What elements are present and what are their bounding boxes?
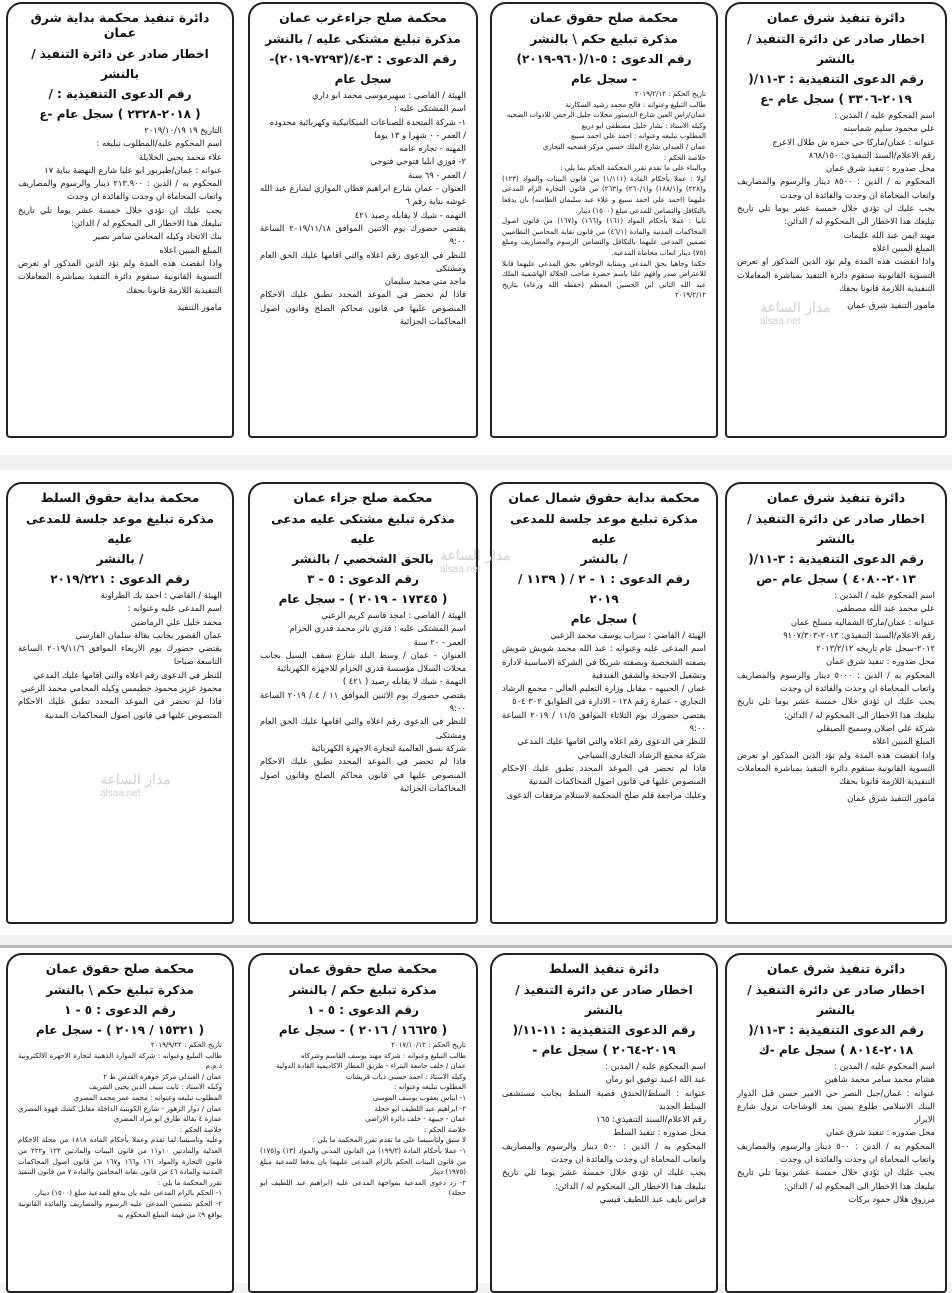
notice-headline: رقم الدعوى : ٣-٤/(٧٢٩٣-٢٠١٩)- xyxy=(269,52,457,66)
watermark-text: مدار الساعة xyxy=(440,548,511,564)
notice-line: رقم الاعلام/السند التنفيذي: ٨٦٨/١٥٠ xyxy=(808,149,935,160)
notice-line: تاريخ الحكم : ٢٠١٩/٢/١٢ xyxy=(634,90,706,98)
notice-line: للنظر في الدعوى رقم اعلاه والتي اقامها عليك المدعي xyxy=(517,736,706,747)
notice-line: يجب عليك ان تؤدي خلال خمسة عشر يوما تلي تاريخ تبليغك هذا الاخطار الى المحكوم له / الدائن: xyxy=(502,1167,706,1191)
notice-line: مرزوق هلال حمود بركات xyxy=(848,1193,935,1204)
notice-line: عنوانه : عمان/جبل النصر حي الامير حسن قبل الدوار البنك الاسلامي طلوع يمين بعد الوشاحات نزول شارع الابرار xyxy=(737,1087,935,1125)
watermark-text: مدار الساعة xyxy=(100,772,171,788)
notice-line: لا سبق ولتاسيسا على ما تقدم تقرر المحكمة ما يلي : xyxy=(312,1136,466,1145)
notice-line: التهمة - شيك لا يقابله رصيد ( ٤٢١ ) xyxy=(342,676,466,687)
notice-line: فاذا لم تحضر في الموعد المحدد تطبق عليك الاحكام المنصوص عليها في قانون اصول المحاكمات المدنية xyxy=(502,762,706,787)
notice-line: اسم المشتكى عليه : قدري ناثر محمد قدري الحزام xyxy=(289,623,466,634)
watermark-url: alsaa.net xyxy=(760,316,801,327)
court-title: دائرة تنفيذ شرق عمان xyxy=(766,961,906,976)
notice-signature: مامور التنفيذ شرق عمان xyxy=(847,301,935,312)
notice-line: يجب عليك ان تؤدي خلال خمسة عشر يوما تلي تاريخ تبليغك هذا الاخطار الى المحكوم له / الدائن: xyxy=(18,204,222,229)
notice-line: يقتضي حضورك يوم الاثنين الموافق ١١ / ٤ / ٢٠١٩ الساعة ٩:٠٠ xyxy=(260,689,466,714)
notice-headline: بالحق الشخصي / بالنشر xyxy=(292,552,434,566)
notice-line: / العمر - ٠ شهرا و ١٣ يوما xyxy=(374,129,466,140)
notice-box xyxy=(6,953,234,1293)
notice-line: وعليك مراجعة قلم صلح المحكمة لاستلام مرفقات الدعوى xyxy=(506,789,706,800)
notice-line: عمان / الجبيهه - مقابل وزارة التعليم العالي - مجمع الرشاد التجاري - عمارة رقم ١٢٨ - الادارة في الطوابق ٣٠٢ ٥٠٤ xyxy=(502,683,706,707)
notice-headline: - سجل عام xyxy=(571,72,637,86)
notice-box xyxy=(248,482,478,924)
notice-line: وكيله الاستاذ : بشار خليل مصطفى ابو دريع xyxy=(581,121,706,130)
notice-headline: مذكرة تبليغ مشتكى عليه / بالنشر xyxy=(265,32,461,46)
notice-line: فاذا لم تحضر في الموعد المحدد تطبق عليك الاحكام المنصوص عليها في قانون محاكم الصلح وقانون اصول المحاكمات الجزائية xyxy=(260,756,466,793)
notice-body xyxy=(260,1040,466,1199)
court-title: دائرة تنفيذ شرق عمان xyxy=(766,10,906,25)
notice-line: المطلوب تبليغه وعنوانه : xyxy=(394,1083,466,1092)
court-title: محكمة صلح جزاءغرب عمان xyxy=(279,10,447,25)
notice-line: ماجد متي مجيد سليمان xyxy=(384,276,466,287)
notice-line: اسم المحكوم عليه / المدين : xyxy=(834,110,935,120)
notice-line: الهيئة / القاضي : سراب يوسف محمد الزعبي xyxy=(550,630,706,640)
notice-headline: ( ١٧٣٤٥ - ٢٠١٩ ) - سجل عام xyxy=(278,592,448,606)
court-title: دائرة تنفيذ السلط xyxy=(548,961,660,976)
notice-line: خلاصة الحكم : xyxy=(423,1125,466,1134)
notice-headline: اخطار صادر عن دائرة التنفيذ / بالنشر xyxy=(747,983,925,1017)
notice-line: يقتضي حضورك يوم الاثنين الموافق ٢٠١٩/١١/١٨ الساعة ٩:٠٠ xyxy=(260,222,466,247)
notice-box xyxy=(725,2,947,438)
notice-line: المبلغ المبين اعلاه xyxy=(159,244,222,255)
notice-line: تاريخ الحكم : ٢٠١٧/١٠/١٢ xyxy=(391,1041,466,1049)
notice-box xyxy=(248,2,478,438)
notice-box xyxy=(248,953,478,1293)
notice-line: وكيله الاستاذ : ثابت سيف الدين يحيى الشريف xyxy=(89,1083,222,1092)
notice-line: عمان/راس العين شارع الدستور محلات خليل الرحمن للادوات الصحيه xyxy=(506,111,706,120)
notice-headline: / بالنشر xyxy=(96,552,144,566)
notice-box xyxy=(725,953,947,1293)
notice-headline: رقم الدعوى التنفيذية : ٣-١١/( xyxy=(748,72,924,86)
notice-headline: مذكرة تبليغ حكم / بالنشر xyxy=(289,983,437,997)
notice-line: وعليه وتاسيسا لما تقدم وعملا بأحكام المادة ١٨١٨ من مجلة الاحكام العدلية والمادتين ١٠و١١ من قانون البينات والمادتين ١٢٣ و٢٢٢ من قانون التجارة والمواد ١٦١ و١٦٦ و١٦٧ من قانون اصول المحاكمات المدنية والمادة ٤٦ من قانون نقابة المحامين والمادة ٧ من قانون التنفيذ تقرر المحكمة ما يلي : xyxy=(18,1136,222,1187)
notice-headline: رقم الدعوى : ٥ - ١ xyxy=(307,1003,419,1017)
notice-headline: رقم الدعوى : ١ - ٢ / ( ١١٣٩ / ٢٠١٩ xyxy=(517,572,691,606)
notice-line: المحكوم به / الدين : ٥٠٠ دينار والرسوم والمصاريف واتعاب المحاماة ان وجدت والفائدة ان وجدت xyxy=(502,1140,706,1165)
notice-line: يجب عليك ان تؤدي خلال خمسة عشر يوما تلي تاريخ تبليغك هذا الاخطار الى المحكوم له / الدائن: xyxy=(737,696,935,720)
notice-body xyxy=(502,89,706,301)
notice-line: محمد خليل علي الرماضين xyxy=(130,616,222,627)
notice-line: للنظر في الدعوى رقم اعلاه والتي اقامها عليك الحق العام ومشتكى xyxy=(260,249,466,273)
notice-line: واذا انقضت هذه المدة ولم تؤد الدين المذكور او تعرض التسوية القانونية ستقوم دائرة التنفيذ بمباشرة المعاملات التنفيذية اللازمة قانونا بحقك xyxy=(737,256,935,293)
notice-line: حكما وجاهيا بحق المدعى وبمثابة الوجاهي بحق المدعى عليهما قابلا للاعتراض صدر وافهم علنا باسم حضرة صاحب الجلالة الهاشمية الملك عبد الله الثاني ابن الحسين المعظم (حفظه الله ورعاه) بتاريخ ٢٠١٩/٢/١٢ xyxy=(502,259,706,300)
watermark-text: مدار الساعة xyxy=(760,300,831,316)
notice-body xyxy=(18,124,222,297)
notice-line: عنوانه : عمان/ماركا حي حمزه ش طلال الاعرج xyxy=(772,136,935,147)
notice-headline: رقم الدعوى : ٥-١/(٩٦٠-٢٠١٩) xyxy=(516,52,692,66)
notice-line: عنوانه : السلط/الخندق قصبة السلط بجانب مستشفى السلط الجديد xyxy=(502,1087,706,1111)
watermark-url: alsaa.net xyxy=(100,788,141,799)
notice-line: رقم الاعلام/السند التنفيذي: ٢٠١٣-٩١٠٧/٣٠٣ xyxy=(783,629,935,640)
notice-line: يقتضي حضورك يوم الاربعاء الموافق ٢٠١٩/١١/٦ الساعة التاسعة صباحا xyxy=(18,643,222,667)
notice-body xyxy=(737,1060,935,1206)
notice-line: اسم المحكوم عليه / المدين : xyxy=(834,590,935,600)
notice-headline: رقم الدعوى : ٢٠١٩/٢٢١ xyxy=(50,572,190,586)
notice-line: اسم المحكوم عليه/المطلوب تبليغه : xyxy=(96,138,222,149)
notice-line: يجب عليك ان تؤدي خلال خمسة عشر يوما تلي تاريخ تبليغك هذا الاخطار الى المحكوم له / الدائن: xyxy=(737,203,935,227)
notice-headline: اخطار صادر عن دائرة التنفيذ / بالنشر xyxy=(31,47,209,81)
notice-line: عنوانه : عمان/ماركا الشماليه مسلخ عمان xyxy=(790,616,935,627)
notice-headline: اخطار صادر عن دائرة التنفيذ / بالنشر xyxy=(747,32,925,66)
notice-box xyxy=(725,482,947,924)
notice-box xyxy=(490,2,718,438)
notice-headline: مذكرة تبليغ موعد جلسة للمدعى عليه xyxy=(510,512,698,546)
notice-headline: اخطار صادر عن دائرة التنفيذ / بالنشر xyxy=(515,983,693,1017)
notice-line: محل صدوره : تنفيذ شرق عمان xyxy=(825,1127,935,1138)
notice-box xyxy=(490,953,718,1293)
notice-line: محل صدوره : تنفيذ السلط xyxy=(613,1127,706,1138)
notice-headline: ( ٢٠١٨-٢٣٢٨ ) سجل عام -ع xyxy=(39,107,201,121)
notice-line: ٢- فوزي ابليا فتوحي فتوحي xyxy=(370,156,466,167)
notice-line: ٢- الحكم بتضمين المدعى عليه الرسوم والمصاريف والفائدة القانونية بواقع ٩٪ من قيمة المبلغ المحكوم به xyxy=(18,1199,222,1219)
notice-line: علي محمود سليم شماسنه xyxy=(843,123,935,134)
notice-line: اسم المدعى عليه وعنوانه : xyxy=(127,603,222,614)
notice-line: اسم المشتكى عليه : xyxy=(394,103,466,114)
notice-line: المطلوب تبليغه وعنوانه : احمد علي احمد سبيع xyxy=(570,132,706,141)
notice-line: وكيله الاستاذ : احمد حسني ذياب قريشات xyxy=(345,1072,466,1081)
notice-line: عمان / العبدلي مركز جوهرة القدس ط ٢ xyxy=(103,1072,222,1081)
notice-line: التاريخ ١٩ ٢٠١٩/١٠/١٩ xyxy=(144,125,222,135)
notice-headline: رقم الدعوى : ٥ - ١ xyxy=(64,1003,176,1017)
notice-body xyxy=(18,589,222,722)
notice-body xyxy=(737,589,935,788)
court-title: محكمة صلح جزاء عمان xyxy=(293,490,433,505)
notice-line: عمان القصور بجانب بقالة سلمان الفارسي xyxy=(75,629,222,640)
notice-line: المحكوم به / الدين : ٨٥٠٠ دينار والرسوم والمصاريف واتعاب المحاماة ان وجدت والفائدة ان وجدت xyxy=(737,176,935,200)
notice-line: عمان - جبيهة - خلف دائرة الاراضي xyxy=(365,1115,466,1124)
notice-body xyxy=(260,609,466,795)
court-title: محكمة صلح حقوق عمان xyxy=(288,961,438,976)
notice-line: المبلغ المبين اعلاه xyxy=(872,736,935,747)
notice-headline: رقم الدعوى التنفيذية : / xyxy=(48,87,192,101)
notice-headline: اخطار صادر عن دائرة التنفيذ / بالنشر xyxy=(747,512,925,546)
notice-line: الهيئة / القاضي : امجد قاسم كريم الزعبي xyxy=(321,610,466,620)
notice-headline: ) سجل عام xyxy=(570,612,638,626)
notice-headline: مذكرة تبليغ حكم \ بالنشر xyxy=(530,32,678,46)
notice-line: فاذا لم تحضر في الموعد المحدد تطبق عليك الاحكام المنصوص عليها في قانون اصول المحاكمات المدنية xyxy=(18,696,222,720)
notice-headline: سجل عام xyxy=(334,72,392,86)
notice-line: ثانيا : عملا بأحكام المواد (١٦١) و(١٦٦) و(١٦٧) من قانون اصول المحاكمات المدنية والمادة (٤٦/١) من قانون نقابة المحامين النظاميين تضمين المدعى عليهما بالتكافل والتضامن الرسوم والمصاريف ومبلغ (٧٥) دينار اتعاب محاماة المدعية. xyxy=(502,217,707,257)
notice-line: فراس نايف عبد اللطيف قيسي xyxy=(599,1193,706,1204)
notice-line: عمان / دوار الزهور - شارع الكويتية الداخلة مقابل كشك قهوة المصري عمارة ٤ بقالة طارق ابو مراد المصري xyxy=(18,1104,222,1124)
notice-line: شركة مجمع الرشاد التجاري السياحي xyxy=(577,749,706,760)
notice-box xyxy=(6,2,234,438)
notice-box xyxy=(6,482,234,924)
notice-line: التهمه - شيك لا يقابله رصيد ٤٢١ xyxy=(354,209,466,220)
notice-box xyxy=(490,482,718,924)
notice-line: اسم المحكوم عليه / المدين : xyxy=(605,1061,706,1071)
notice-line: للنظر في الدعوى رقم اعلاه والتي اقامها عليك المدعي xyxy=(33,669,222,680)
notice-headline: ( ١٥٣٢١ / ٢٠١٩ ) - سجل عام xyxy=(35,1023,205,1037)
notice-line: المطلوب تبليغه وعنوانه : محمد عمر محمد المصري xyxy=(73,1093,222,1102)
court-title: دائرة تنفيذ شرق عمان xyxy=(766,490,906,505)
notice-line: علاء محمد يحيى الخلايلة xyxy=(138,151,222,162)
notice-line: خلاصة الحكم : xyxy=(179,1125,222,1134)
notice-line: اسم المدعى عليه وعنوانه : عبد الله محمد شويش شويش بصفته الشخصية وبصفته شريكا في الشركة الاساسية لادارة وتشغيل الاجنحة والشقق الفندقية xyxy=(502,643,706,680)
notice-headline: ٢٠١٣-٤٠٨٠ ) سجل عام -ص xyxy=(756,572,916,586)
notice-line: ٢٠١٢-سجل عام تاريخه ٢٠١٣/٢/١٢ xyxy=(816,643,935,654)
notice-headline: رقم الدعوى التنفيذية : ٣-١١/( xyxy=(748,552,924,566)
notice-line: محمود عزيز محمود خطيمس وكيله المحامي محمد الزعبي xyxy=(21,683,222,694)
notice-line: شركة نسق العالمية لتجارة الاجهزة الكهربائية xyxy=(311,742,466,753)
notice-line: للنظر في الدعوى رقم اعلاه والتي اقامها عليك الحق العام ومشتكى xyxy=(260,716,466,740)
court-title: دائرة تنفيذ محكمة بداية شرق عمان xyxy=(30,10,210,40)
notice-line: المحكوم به / الدين : ٢١٣.٩٠٠ دينار والرسوم والمصاريف واتعاب المحاماة ان وجدت والفائدة ان وجدت xyxy=(18,178,222,202)
notice-line: طالب التبليغ وعنوانه : شركة مهند يوسف القاسم وشركاه xyxy=(300,1051,466,1060)
notice-line: واذا انقضت هذه المدة ولم تؤد الدين المذكور او تعرض التسوية القانونية ستقوم دائرة التنفيذ بمباشرة المعاملات التنفيذية اللازمة قانونا بحقك xyxy=(18,257,222,295)
notice-line: يقتضي حضورك يوم الثلاثاء الموافق ١١/٥ / ٢٠١٩ الساعة ٩:٠٠ xyxy=(502,709,706,734)
notice-line: اسم المحكوم عليه / المدين : xyxy=(834,1061,935,1071)
notice-line: اولا : عملا بأحكام المادة (١/١١١) من قانون البينات والمواد (١٢٣) و(٢٢٨) و(١٨٨/١) و(٢٦٠/١) و(٢٦٣) من قانون التجارة الزام المدعى عليهما (احمد علي احمد سبيع و علاء عبد سليمان الطامنه) بان يدفعا بالتكافل والتضامن للمدعي مبلغ (١٥٠٠) دينار. xyxy=(502,174,707,215)
notice-line: المبلغ المبين اعلاه xyxy=(872,242,935,253)
notice-headline: مذكرة تبليغ موعد جلسة للمدعى عليه xyxy=(26,512,214,546)
notice-line: المهنه - تجاره عامه xyxy=(399,143,466,154)
notice-line: ١- شركة المتحدة للصناعات الميكانيكية وكهربائية محدوده xyxy=(269,116,466,127)
notice-headline: مذكرة تبليغ مشتكى عليه مدعى عليه xyxy=(271,512,455,546)
notice-line: عبد الله اعبيد توفيق ابو رمان xyxy=(605,1074,706,1085)
notice-headline: رقم الدعوى التنفيذية : ٣-١١/( xyxy=(748,1023,924,1037)
notice-signature: مامور التنفيذ شرق عمان xyxy=(847,794,935,805)
notice-headline: رقم الدعوى التنفيذية : ١١-١١/( xyxy=(512,1023,696,1037)
notice-body xyxy=(18,1040,222,1220)
notice-body xyxy=(737,109,935,295)
notice-line: مهند ايمن عبد الله عليمات xyxy=(843,229,935,240)
notice-line: عنوانه : عمان/طبربور ابو عليا شارع النهضة بناية ١٧ xyxy=(44,164,222,175)
notice-line: العنوان - عمان شارع ابراهيم قطان الموازي لشارع عبد الله غوشه بناية رقم ٦ xyxy=(260,183,466,207)
notice-line: / العمر - ٦٩ سنة xyxy=(408,169,466,180)
notice-line: رقم الاعلام/السند التنفيذي: ١٦٥ xyxy=(596,1114,706,1125)
notice-line: الهيئة / القاضي : سهيرموسى محمد ابو داري xyxy=(312,90,466,100)
notice-line: الهيئة / القاضي : احمد بك الطراونة xyxy=(100,590,222,600)
notice-line: محل صدوره : تنفيذ شرق عمان xyxy=(825,656,935,667)
notice-line: شركة علي اصلان وسميح الصيقلي xyxy=(816,722,935,733)
notice-line: العمر - ٢٠ سنة xyxy=(413,636,466,647)
notice-line: محل صدوره : تنفيذ شرق عمان xyxy=(825,163,935,174)
notice-headline: مذكرة تبليغ حكم \ بالنشر xyxy=(46,983,194,997)
notice-headline: ٢٠١٨-٨٠١٤ ) سجل عام -ك xyxy=(758,1043,914,1057)
notice-line: ٢- رد دعوى المدعية بمواجهة المدعى عليه (ابراهيم عبد اللطيف ابو حجلة) xyxy=(260,1178,466,1198)
notice-line: ١- عملا بأحكام المادة (١٩٩/٢) من القانون المدني والمواد (١٣) و(١٧٥) من قانون البينات الحكم بالزام المدعى عليهما بان يدفعا للمدعية مبلغ (١٩٧٥) دينار xyxy=(260,1146,466,1177)
notice-line: عمان / العبدلي شارع الملك حسين مركز قصحيه التجاري xyxy=(542,142,706,151)
notice-line: طالب التبليغ وعنوانه : فالح محمد رشيد السكارنة xyxy=(565,100,706,109)
notice-signature: مامور التنفيذ xyxy=(177,302,222,313)
notice-line: المحكوم به / الدين : ٥٠٠ دينار والرسوم والمصاريف واتعاب المحاماة ان وجدت والفائدة ان وجدت xyxy=(737,1140,935,1165)
notice-line: تاريخ الحكم : ٢٠١٩/٩/٢٢ xyxy=(150,1041,222,1049)
notice-line: فاذا لم تحضر في الموعد المحدد تطبق عليك الاحكام المنصوص عليها في قانون محاكم الصلح وقانون اصول المحاكمات الجزائية xyxy=(260,289,466,327)
notice-line: واذا انقضت هذه المدة ولم تؤد الدين المذكور او تعرض التسوية القانونية ستقوم دائرة التنفيذ بمباشرة المعاملات التنفيذية اللازمة قانونا بحقك xyxy=(737,749,935,787)
notice-line: وبالبناء على ما تقدم تقرر المحكمة الحكم بما يلي : xyxy=(560,164,706,173)
notice-line: خلاصة الحكم : xyxy=(663,153,706,162)
court-title: محكمة بداية حقوق السلط xyxy=(40,490,200,505)
court-title: محكمة بداية حقوق شمال عمان xyxy=(508,490,700,505)
notice-body xyxy=(502,1060,706,1206)
notice-line: العنوان - عمان / وسط البلد شارع سقف السيل بجانب محلات السلال مؤسسة قدري الحزام للاجهزة الكهربائية xyxy=(260,649,466,674)
notice-body xyxy=(502,629,706,802)
notice-line: علي محمد عبد الله مصطفى xyxy=(836,603,935,614)
notice-body xyxy=(260,89,466,328)
court-title: محكمة صلح حقوق عمان xyxy=(529,10,679,25)
notice-headline: / بالنشر xyxy=(580,552,628,566)
notice-line: ٢- ابراهيم عبد اللطيف ابو حجلة xyxy=(374,1104,466,1113)
notice-line: بنك الاتحاد وكيله المحامي سامر نصير xyxy=(93,231,222,242)
notice-headline: ( ١٦٦٢٥ / ٢٠١٦ ) - سجل عام xyxy=(278,1023,448,1037)
watermark-url: alsaa.net xyxy=(440,564,481,575)
notice-line: هشام محمد سامر محمد شاهين xyxy=(824,1074,935,1085)
notice-headline: ٢٠١٩-٢٠٦٤ ) سجل عام - xyxy=(532,1043,676,1057)
notice-line: ١- ايناس يعقوب يوسف الموسى xyxy=(372,1093,466,1102)
notice-line: المحكوم به / الدين : ٥٠٠٠ دينار والرسوم والمصاريف واتعاب المحاماة ان وجدت والفائدة ان وجدت xyxy=(737,669,935,694)
court-title: محكمة صلح حقوق عمان xyxy=(45,961,195,976)
notice-line: عمان / خلف جامعة البتراء - طريق المطار الاكاديمية القادة الدولية xyxy=(276,1062,466,1071)
notice-headline: ٢٠١٩-٣٣٠٦ ) سجل عام -ع xyxy=(760,92,912,106)
notice-line: يجب عليك ان تؤدي خلال خمسة عشر يوما تلي تاريخ تبليغك هذا الاخطار الى المحكوم له / الدائن: xyxy=(737,1167,935,1191)
notice-line: ١- الحكم بالزام المدعى عليه بان يدفع للمدعية مبلغ (١٥٠٠) دينار. xyxy=(34,1189,222,1198)
notice-line: طالب التبليغ وعنوانه : شركة الموارد الذهبية لتجارة الاجهزة الالكترونية ذ.م.م xyxy=(18,1051,222,1071)
notice-headline: رقم الدعوى : ٥ - ٣ xyxy=(307,572,419,586)
